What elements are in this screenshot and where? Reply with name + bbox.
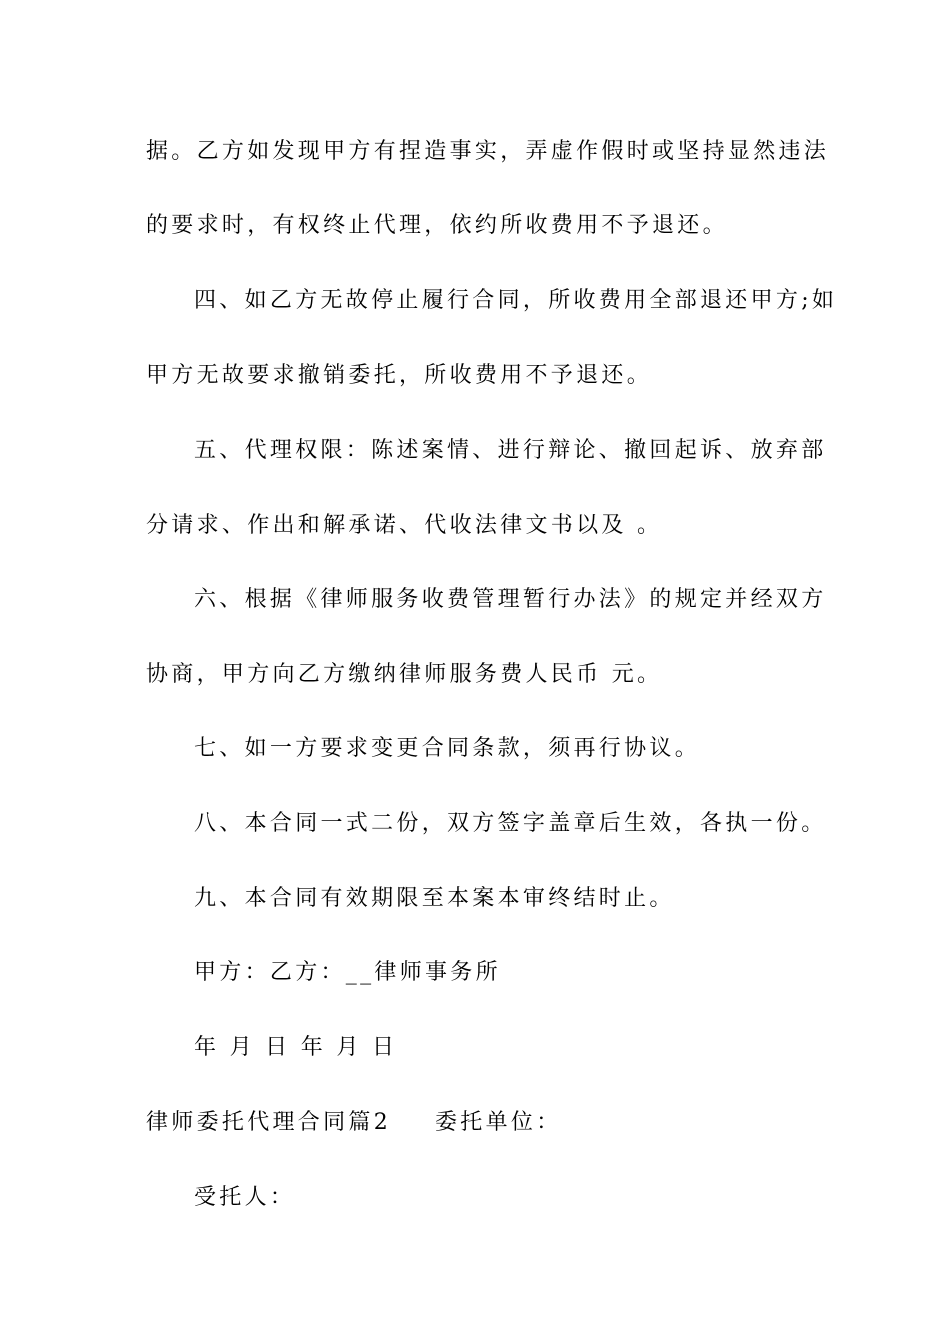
clause-nine: 九、本合同有效期限至本案本审终结时止。 xyxy=(194,886,675,911)
clause-five-line-2: 分请求、作出和解承诺、代收法律文书以及 。 xyxy=(146,513,663,538)
clause-four-line-2: 甲方无故要求撤销委托，所收费用不予退还。 xyxy=(146,363,653,388)
date-line: 年 月 日 年 月 日 xyxy=(194,1035,398,1060)
clause-six-line-1: 六、根据《律师服务收费管理暂行办法》的规定并经双方 xyxy=(194,587,827,612)
clause-five-line-1: 五、代理权限：陈述案情、进行辩论、撤回起诉、放弃部 xyxy=(194,438,827,463)
text-line-2: 的要求时，有权终止代理，依约所收费用不予退还。 xyxy=(146,213,728,238)
party-signature-line: 甲方：乙方：__律师事务所 xyxy=(194,960,501,985)
section-heading: 律师委托代理合同篇2 xyxy=(146,1110,391,1135)
trustee-label: 受托人： xyxy=(194,1185,296,1210)
clause-seven: 七、如一方要求变更合同条款，须再行协议。 xyxy=(194,736,701,761)
text-line-1: 据。乙方如发现甲方有捏造事实，弄虚作假时或坚持显然违法 xyxy=(146,139,830,164)
clause-four-line-1: 四、如乙方无故停止履行合同，所收费用全部退还甲方;如 xyxy=(194,288,838,313)
section-heading-line xyxy=(146,1108,562,1138)
entrusting-unit-label: 委托单位： xyxy=(435,1110,562,1135)
clause-six-line-2: 协商，甲方向乙方缴纳律师服务费人民币 元。 xyxy=(146,662,663,687)
clause-eight: 八、本合同一式二份，双方签字盖章后生效，各执一份。 xyxy=(194,811,827,836)
